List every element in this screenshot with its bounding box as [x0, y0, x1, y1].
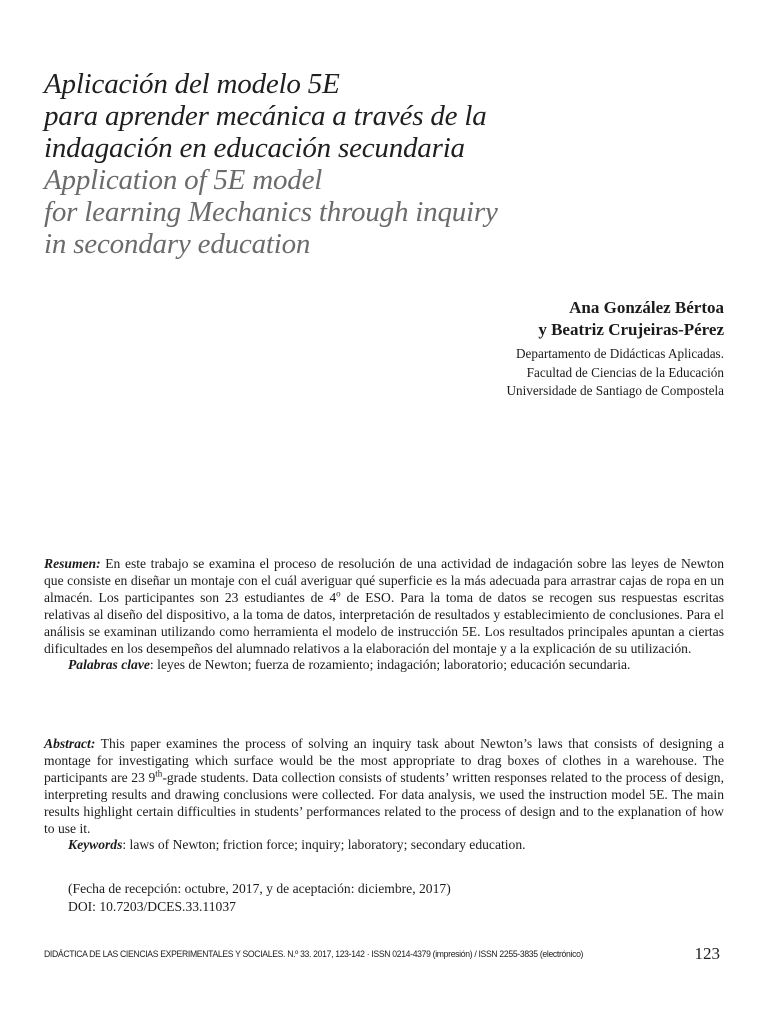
abstract-text-part-1: This paper examines the process of solving an inquiry task about Newton’s laws that consists of designing a montage for investigating which surface would be the most appropriate to drag boxes of clothes in a warehouse. The participants are 23 9 [44, 736, 724, 785]
resumen-label: Resumen: [44, 556, 101, 571]
palabras-clave-line [44, 657, 724, 674]
keywords-line [44, 837, 724, 854]
title-english-line-1: Application of 5E model [44, 164, 323, 196]
affiliation-line-2: Facultad de Ciencias de la Educación [526, 364, 724, 380]
reception-dates: (Fecha de recepción: octubre, 2017, y de aceptación: diciembre, 2017) [68, 881, 451, 896]
title-spanish-line-2: para aprender mecánica a través de la [44, 100, 487, 132]
page-footer [44, 944, 724, 964]
resumen-text-part-1: En este trabajo se examina el proceso de resolución de una actividad de indagación sobre las leyes de Newton que consiste en diseñar un montaje con el cuál averiguar qué superficie es la más adecuada para arrastrar cajas de ropa en un almacén. Los participantes son 23 estudiantes de 4 [44, 556, 724, 605]
title-spanish-line-3: indagación en educación secundaria [44, 132, 465, 164]
palabras-clave-label: Palabras clave [68, 657, 150, 673]
abstract-label: Abstract: [44, 736, 96, 751]
author-1: Ana González Bértoa [569, 298, 724, 317]
affiliation [506, 345, 724, 401]
resumen-section [44, 556, 724, 674]
abstract-section [44, 736, 724, 854]
abstract-paragraph [44, 736, 724, 837]
keywords-text: : laws of Newton; friction force; inquiry; laboratory; secondary education. [122, 837, 526, 853]
page-number: 123 [694, 944, 720, 963]
author-2: y Beatriz Crujeiras-Pérez [538, 320, 724, 339]
journal-citation: DIDÁCTICA DE LAS CIENCIAS EXPERIMENTALES Y SOCIALES. N.º 33. 2017, 123-142 · ISSN 0214-4379 (impresión) / ISSN 2255-3835 (electrónico) [44, 948, 584, 959]
keywords-label: Keywords [68, 837, 123, 853]
publication-dates [68, 880, 451, 915]
author-list [538, 297, 724, 341]
affiliation-line-1: Departamento de Didácticas Aplicadas. [516, 346, 724, 361]
doi: DOI: 10.7203/DCES.33.11037 [68, 898, 236, 914]
abstract-superscript: th [155, 768, 163, 779]
resumen-superscript: o [336, 588, 341, 599]
title-english-line-2: for learning Mechanics through inquiry [44, 196, 498, 228]
resumen-text-part-2: de ESO. Para la toma de datos se recogen sus respuestas escritas relativas al diseño del dispositivo, a la toma de datos, interpretación de resultados y establecimiento de conclusiones. Para el análisis se examinan utilizando como herramienta el modelo de instrucción 5E. Los resultados principales apuntan a ciertas dificultades en los desempeños del alumnado relativos a la elaboración del montaje y a la explicación de su utilización. [44, 589, 724, 656]
article-title [44, 68, 744, 260]
resumen-paragraph [44, 556, 724, 657]
palabras-clave-text: : leyes de Newton; fuerza de rozamiento; indagación; laboratorio; educación secundaria. [149, 657, 631, 673]
title-english-line-3: in secondary education [44, 228, 311, 260]
title-spanish-line-1: Aplicación del modelo 5E [44, 68, 340, 100]
abstract-text-part-2: -grade students. Data collection consists of students’ written responses related to the process of design, interpreting results and drawing conclusions were collected. For data analysis, we used the instruction model 5E. The main results highlight certain difficulties in students’ performances related to the process of design and to the explanation of how to use it. [44, 769, 724, 836]
affiliation-line-3: Universidade de Santiago de Compostela [506, 383, 724, 398]
